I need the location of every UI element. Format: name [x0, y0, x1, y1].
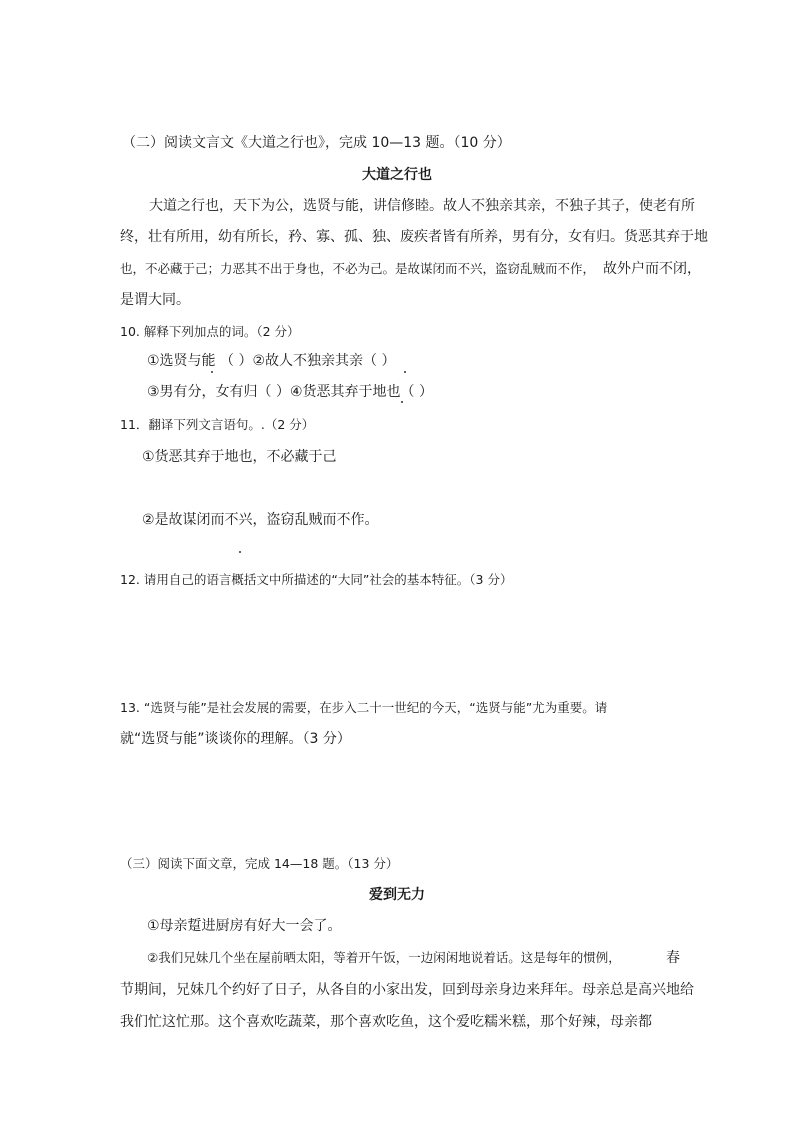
passage-line: 也，不必藏于己；力恶其不出于身也，不必为己。是故谋闭而不兴，盗窃乱贼而不作，: [120, 261, 596, 276]
article-line: 我们忙这忙那。这个喜欢吃蔬菜，那个喜欢吃鱼，这个爱吃糯米糕，那个好辣，母亲都: [120, 1014, 652, 1030]
emphasis-dot: [404, 371, 406, 373]
article-line: 春: [666, 950, 680, 966]
question-10-line-2: ③男有分，女有归（ ）④货恶其弃于地也（ ）: [147, 384, 434, 400]
section3-header: （三）阅读下面文章，完成 14—18 题。（13 分）: [120, 856, 399, 871]
question-13-line-2: 就“选贤与能”谈谈你的理解。（3 分）: [120, 731, 351, 747]
question-11-item-2: ②是故谋闭而不兴，盗窃乱贼而不作。: [142, 512, 379, 528]
question-12-stem: 12. 请用自己的语言概括文中所描述的“大同”社会的基本特征。（3 分）: [120, 572, 513, 587]
passage-title: 大道之行也: [362, 167, 432, 183]
emphasis-dot: [401, 401, 403, 403]
article-line: ①母亲踅进厨房有好大一会了。: [147, 918, 342, 934]
question-11-item-1: ①货恶其弃于地也，不必藏于己: [142, 449, 337, 465]
question-10-line-1: ①选贤与能 （ ）②故人不独亲其亲（ ）: [147, 353, 396, 369]
passage-line: 终，壮有所用，幼有所长，矜、寡、孤、独、废疾者皆有所养，男有分，女有归。货恶其弃于地: [120, 229, 708, 245]
question-10-stem: 10. 解释下列加点的词。（2 分）: [120, 324, 300, 339]
section2-header: （二）阅读文言文《大道之行也》，完成 10—13 题。（10 分）: [122, 135, 511, 151]
passage-line: 大道之行也，天下为公，选贤与能，讲信修睦。故人不独亲其亲，不独子其子，使老有所: [149, 198, 695, 214]
passage-line: 是谓大同。: [120, 292, 190, 308]
emphasis-dot: [211, 371, 213, 373]
article-line: 节期间，兄妹几个约好了日子，从各自的小家出发，回到母亲身边来拜年。母亲总是高兴地给: [120, 982, 694, 998]
stray-dot: [239, 551, 241, 553]
article-title: 爱到无力: [369, 887, 425, 903]
article-line: ②我们兄妹几个坐在屋前晒太阳，等着开午饭，一边闲闲地说着话。这是每年的惯例，: [147, 950, 621, 965]
question-13-line-1: 13. “选贤与能”是社会发展的需要，在步入二十一世纪的今天，“选贤与能”尤为重要。请: [120, 700, 608, 715]
passage-line: 故外户而不闭，: [603, 261, 701, 277]
question-11-stem: 11．翻译下列文言语句。.（2 分）: [120, 417, 315, 432]
